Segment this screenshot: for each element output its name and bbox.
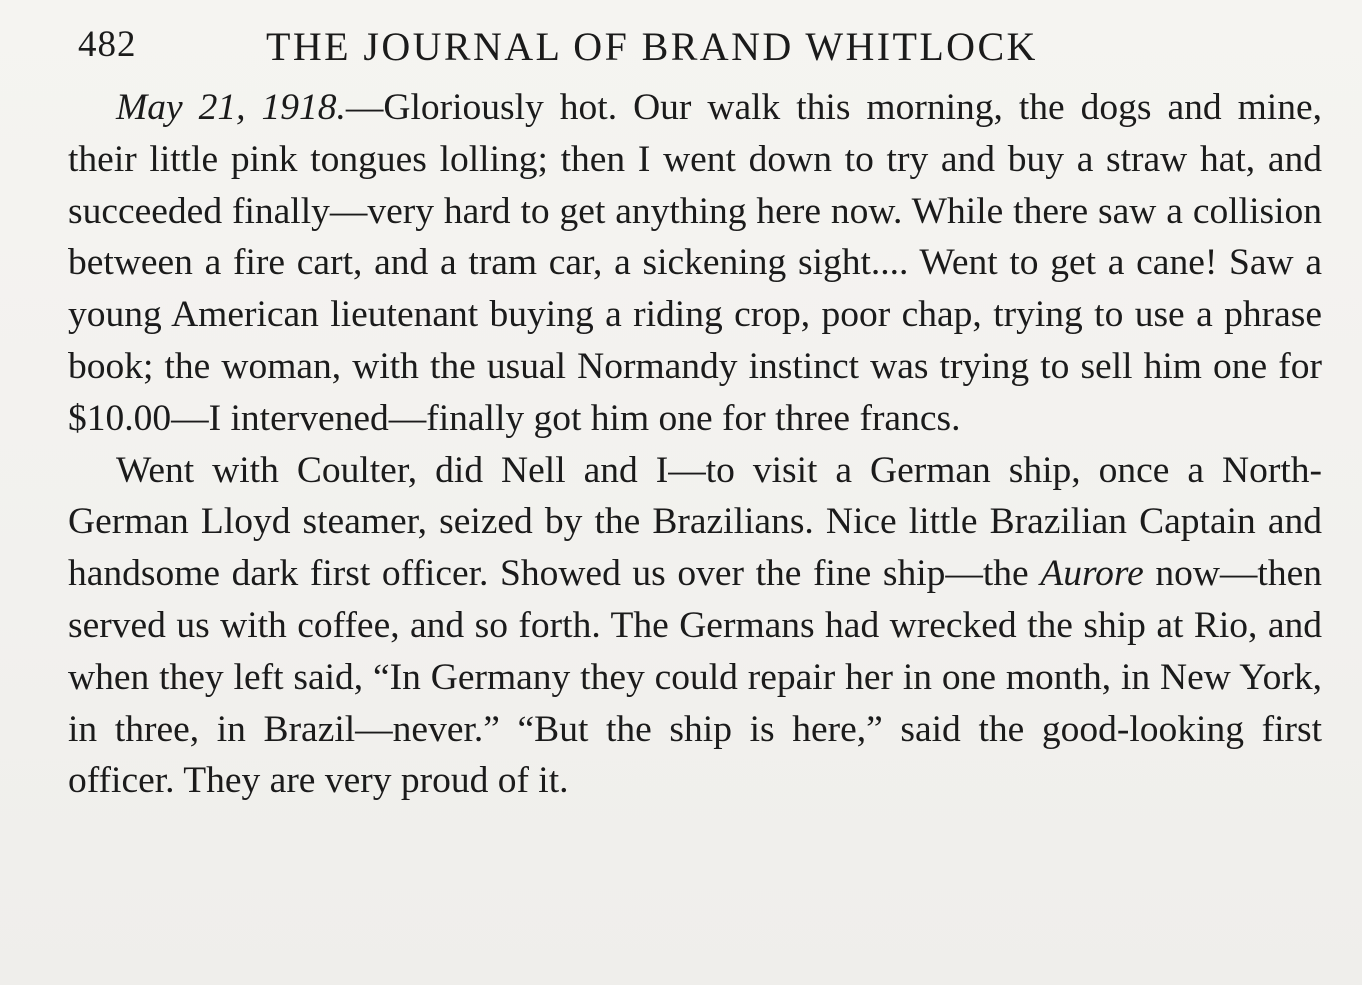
paragraph-1 [68, 82, 1322, 445]
paragraph-2-text-start: Went with Coulter, did Nell and I—to visit a German ship, once a North-German Lloyd steamer, seized by the Brazilians. Nice little Brazilian Captain and handsome dark first officer. Showed us over the fine ship—the [68, 449, 1322, 595]
entry-date: May 21, 1918. [116, 87, 346, 128]
paragraph-2 [68, 445, 1322, 808]
paragraph-2-text-end: now—then served us with coffee, and so forth. The Germans had wrecked the ship at Rio, and when they left said, “In Germany they could repair her in one month, in New York, in three, in Brazil—never.” “But the ship is here,” said the good-looking first officer. They are very proud of it. [68, 553, 1322, 802]
running-head: THE JOURNAL OF BRAND WHITLOCK [266, 24, 1038, 69]
paragraph-1-text: —Gloriously hot. Our walk this morning, the dogs and mine, their little pink tongues lolling; then I went down to try and buy a straw hat, and succeeded finally—very hard to get anything here now. While there saw a collision between a fire cart, and a tram car, a sickening sight.... Went to get a cane! Saw a young American lieutenant buying a riding crop, poor chap, trying to use a phrase book; the woman, with the usual Normandy instinct was trying to sell him one for $10.00—I intervened—finally got him one for three francs. [68, 87, 1322, 439]
journal-entry [68, 82, 1322, 807]
ship-name: Aurore [1040, 553, 1144, 595]
page-header [78, 20, 1318, 80]
page-number: 482 [78, 24, 137, 65]
